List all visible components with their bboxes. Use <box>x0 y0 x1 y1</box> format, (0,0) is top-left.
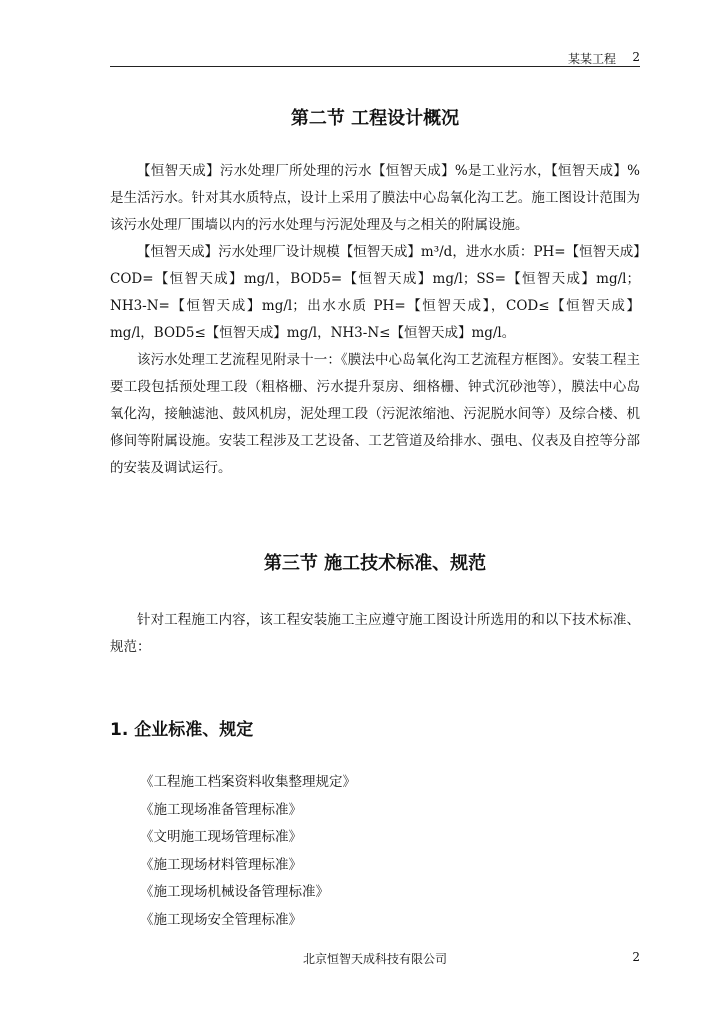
section-3-paragraph: 针对工程施工内容，该工程安装施工主应遵守施工图设计所选用的和以下技术标准、规范： <box>110 612 640 655</box>
header-page-number: 2 <box>632 50 640 64</box>
footer-page-number: 2 <box>632 950 640 964</box>
subsection-1-heading: 1. 企业标准、规定 <box>110 720 254 740</box>
list-item: 《施工现场机械设备管理标准》 <box>140 884 329 900</box>
page-header <box>110 50 640 67</box>
section-2-paragraph-1: 【恒智天成】污水处理厂所处理的污水【恒智天成】%是工业污水，【恒智天成】%是生活污水。针对其水质特点，设计上采用了膜法中心岛氧化沟工艺。施工图设计范围为该污水处理厂围墙以内的污水处理与污泥处理及与之相关的附属设施。 <box>110 163 640 233</box>
list-item: 《文明施工现场管理标准》 <box>140 829 302 845</box>
section-2-title: 第二节 工程设计概况 <box>290 108 460 129</box>
standards-list <box>140 769 356 934</box>
list-item: 《工程施工档案资料收集整理规定》 <box>140 774 356 790</box>
list-item: 《施工现场准备管理标准》 <box>140 801 302 818</box>
footer-company-name: 北京恒智天成科技有限公司 <box>302 952 447 966</box>
section-2-paragraph-2: 【恒智天成】污水处理厂设计规模【恒智天成】m³/d，进水水质：PH=【恒智天成】COD=【恒智天成】mg/l，BOD5=【恒智天成】mg/l；SS=【恒智天成】mg/l；NH3-N=【恒智天成】mg/l；出水水质 PH=【恒智天成】，COD≤【恒智天成】mg/l，BOD5≤【恒智天成】mg/l，NH3-N≤【恒智天成】mg/l。 <box>110 244 640 341</box>
section-3-title: 第三节 施工技术标准、规范 <box>263 553 487 574</box>
header-project-name: 某某工程 <box>567 52 616 66</box>
list-item: 《施工现场安全管理标准》 <box>140 911 302 928</box>
list-item: 《施工现场材料管理标准》 <box>140 856 302 873</box>
section-2-paragraph-3: 该污水处理工艺流程见附录十一：《膜法中心岛氧化沟工艺流程方框图》。安装工程主要工段包括预处理工段（粗格栅、污水提升泵房、细格栅、钟式沉砂池等），膜法中心岛氧化沟，接触滤池、鼓风机房，泥处理工段（污泥浓缩池、污泥脱水间等）及综合楼、机修间等附属设施。安装工程涉及工艺设备、工艺管道及给排水、强电、仪表及自控等分部的安装及调试运行。 <box>110 352 640 476</box>
